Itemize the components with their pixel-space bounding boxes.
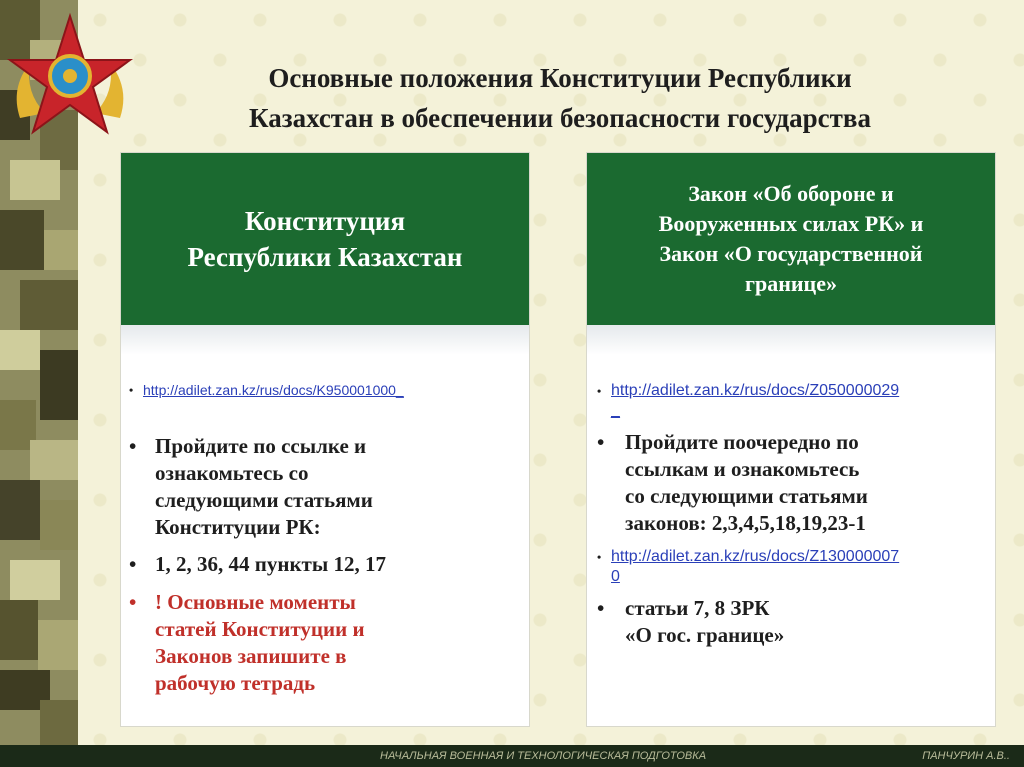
item-text-line: Пройдите по ссылке и bbox=[155, 434, 367, 458]
item-text-line: ссылкам и ознакомьтесь bbox=[625, 457, 860, 481]
articles-text: 1, 2, 36, 44 пункты 12, 17 bbox=[155, 552, 387, 576]
list-item bbox=[129, 381, 524, 401]
footer-course-title: НАЧАЛЬНАЯ ВОЕННАЯ И ТЕХНОЛОГИЧЕСКАЯ ПОДГОТОВКА bbox=[380, 750, 707, 762]
list-item bbox=[597, 381, 989, 421]
list-item bbox=[597, 429, 989, 537]
laws-card-body bbox=[587, 325, 995, 726]
bullet-icon: • bbox=[597, 384, 602, 398]
list-item bbox=[597, 595, 989, 649]
card-header-line: границе» bbox=[744, 271, 837, 296]
card-header-line: Закон «Об обороне и bbox=[688, 181, 894, 206]
item-text-line: законов: 2,3,4,5,18,19,23-1 bbox=[625, 511, 866, 535]
slide-title-line: Казахстан в обеспечении безопасности государства bbox=[249, 103, 871, 133]
note-text-line: рабочую тетрадь bbox=[155, 671, 316, 695]
list-item bbox=[597, 547, 989, 587]
card-header-line: Конституция bbox=[244, 206, 406, 236]
bullet-icon: • bbox=[597, 550, 602, 564]
constitution-card-header bbox=[121, 153, 529, 325]
bullet-icon: • bbox=[129, 552, 137, 576]
footer-author: ПАНЧУРИН А.В.. bbox=[922, 750, 1010, 762]
constitution-card bbox=[120, 152, 530, 727]
star-emblem-icon bbox=[0, 8, 140, 148]
defense-law-link[interactable]: http://adilet.zan.kz/rus/docs/Z050000029 bbox=[611, 382, 900, 399]
laws-card-header bbox=[587, 153, 995, 325]
card-header-line: Вооруженных силах РК» и bbox=[658, 211, 924, 236]
list-item bbox=[129, 551, 524, 578]
defense-law-link-continuation[interactable]: _ bbox=[611, 402, 620, 419]
item-text-line: Пройдите поочередно по bbox=[625, 430, 859, 454]
constitution-link[interactable]: http://adilet.zan.kz/rus/docs/K950001000_ bbox=[143, 382, 404, 398]
note-text-line: статей Конституции и bbox=[155, 617, 365, 641]
item-text-line: следующими статьями bbox=[155, 488, 373, 512]
note-text-line: ! Основные моменты bbox=[155, 590, 356, 614]
item-text-line: ознакомьтесь со bbox=[155, 461, 309, 485]
bullet-icon: • bbox=[129, 383, 134, 397]
footer-bar bbox=[0, 745, 1024, 767]
list-item bbox=[129, 433, 524, 541]
item-text-line: «О гос. границе» bbox=[625, 623, 785, 647]
bullet-icon: • bbox=[597, 596, 605, 620]
bullet-icon: • bbox=[597, 430, 605, 454]
slide-title-line: Основные положения Конституции Республики bbox=[268, 63, 852, 93]
border-law-link[interactable]: http://adilet.zan.kz/rus/docs/Z130000007 bbox=[611, 548, 900, 565]
laws-card bbox=[586, 152, 996, 727]
constitution-card-body bbox=[121, 325, 529, 726]
border-law-link-continuation[interactable]: 0 bbox=[611, 568, 620, 585]
card-header-line: Республики Казахстан bbox=[187, 242, 463, 272]
item-text-line: со следующими статьями bbox=[625, 484, 868, 508]
slide-title bbox=[160, 58, 960, 138]
card-header-line: Закон «О государственной bbox=[659, 241, 923, 266]
note-text-line: Законов запишите в bbox=[155, 644, 347, 668]
list-item bbox=[129, 589, 524, 697]
item-text-line: статьи 7, 8 ЗРК bbox=[625, 596, 770, 620]
item-text-line: Конституции РК: bbox=[155, 515, 321, 539]
bullet-icon: • bbox=[129, 590, 137, 614]
bullet-icon: • bbox=[129, 434, 137, 458]
